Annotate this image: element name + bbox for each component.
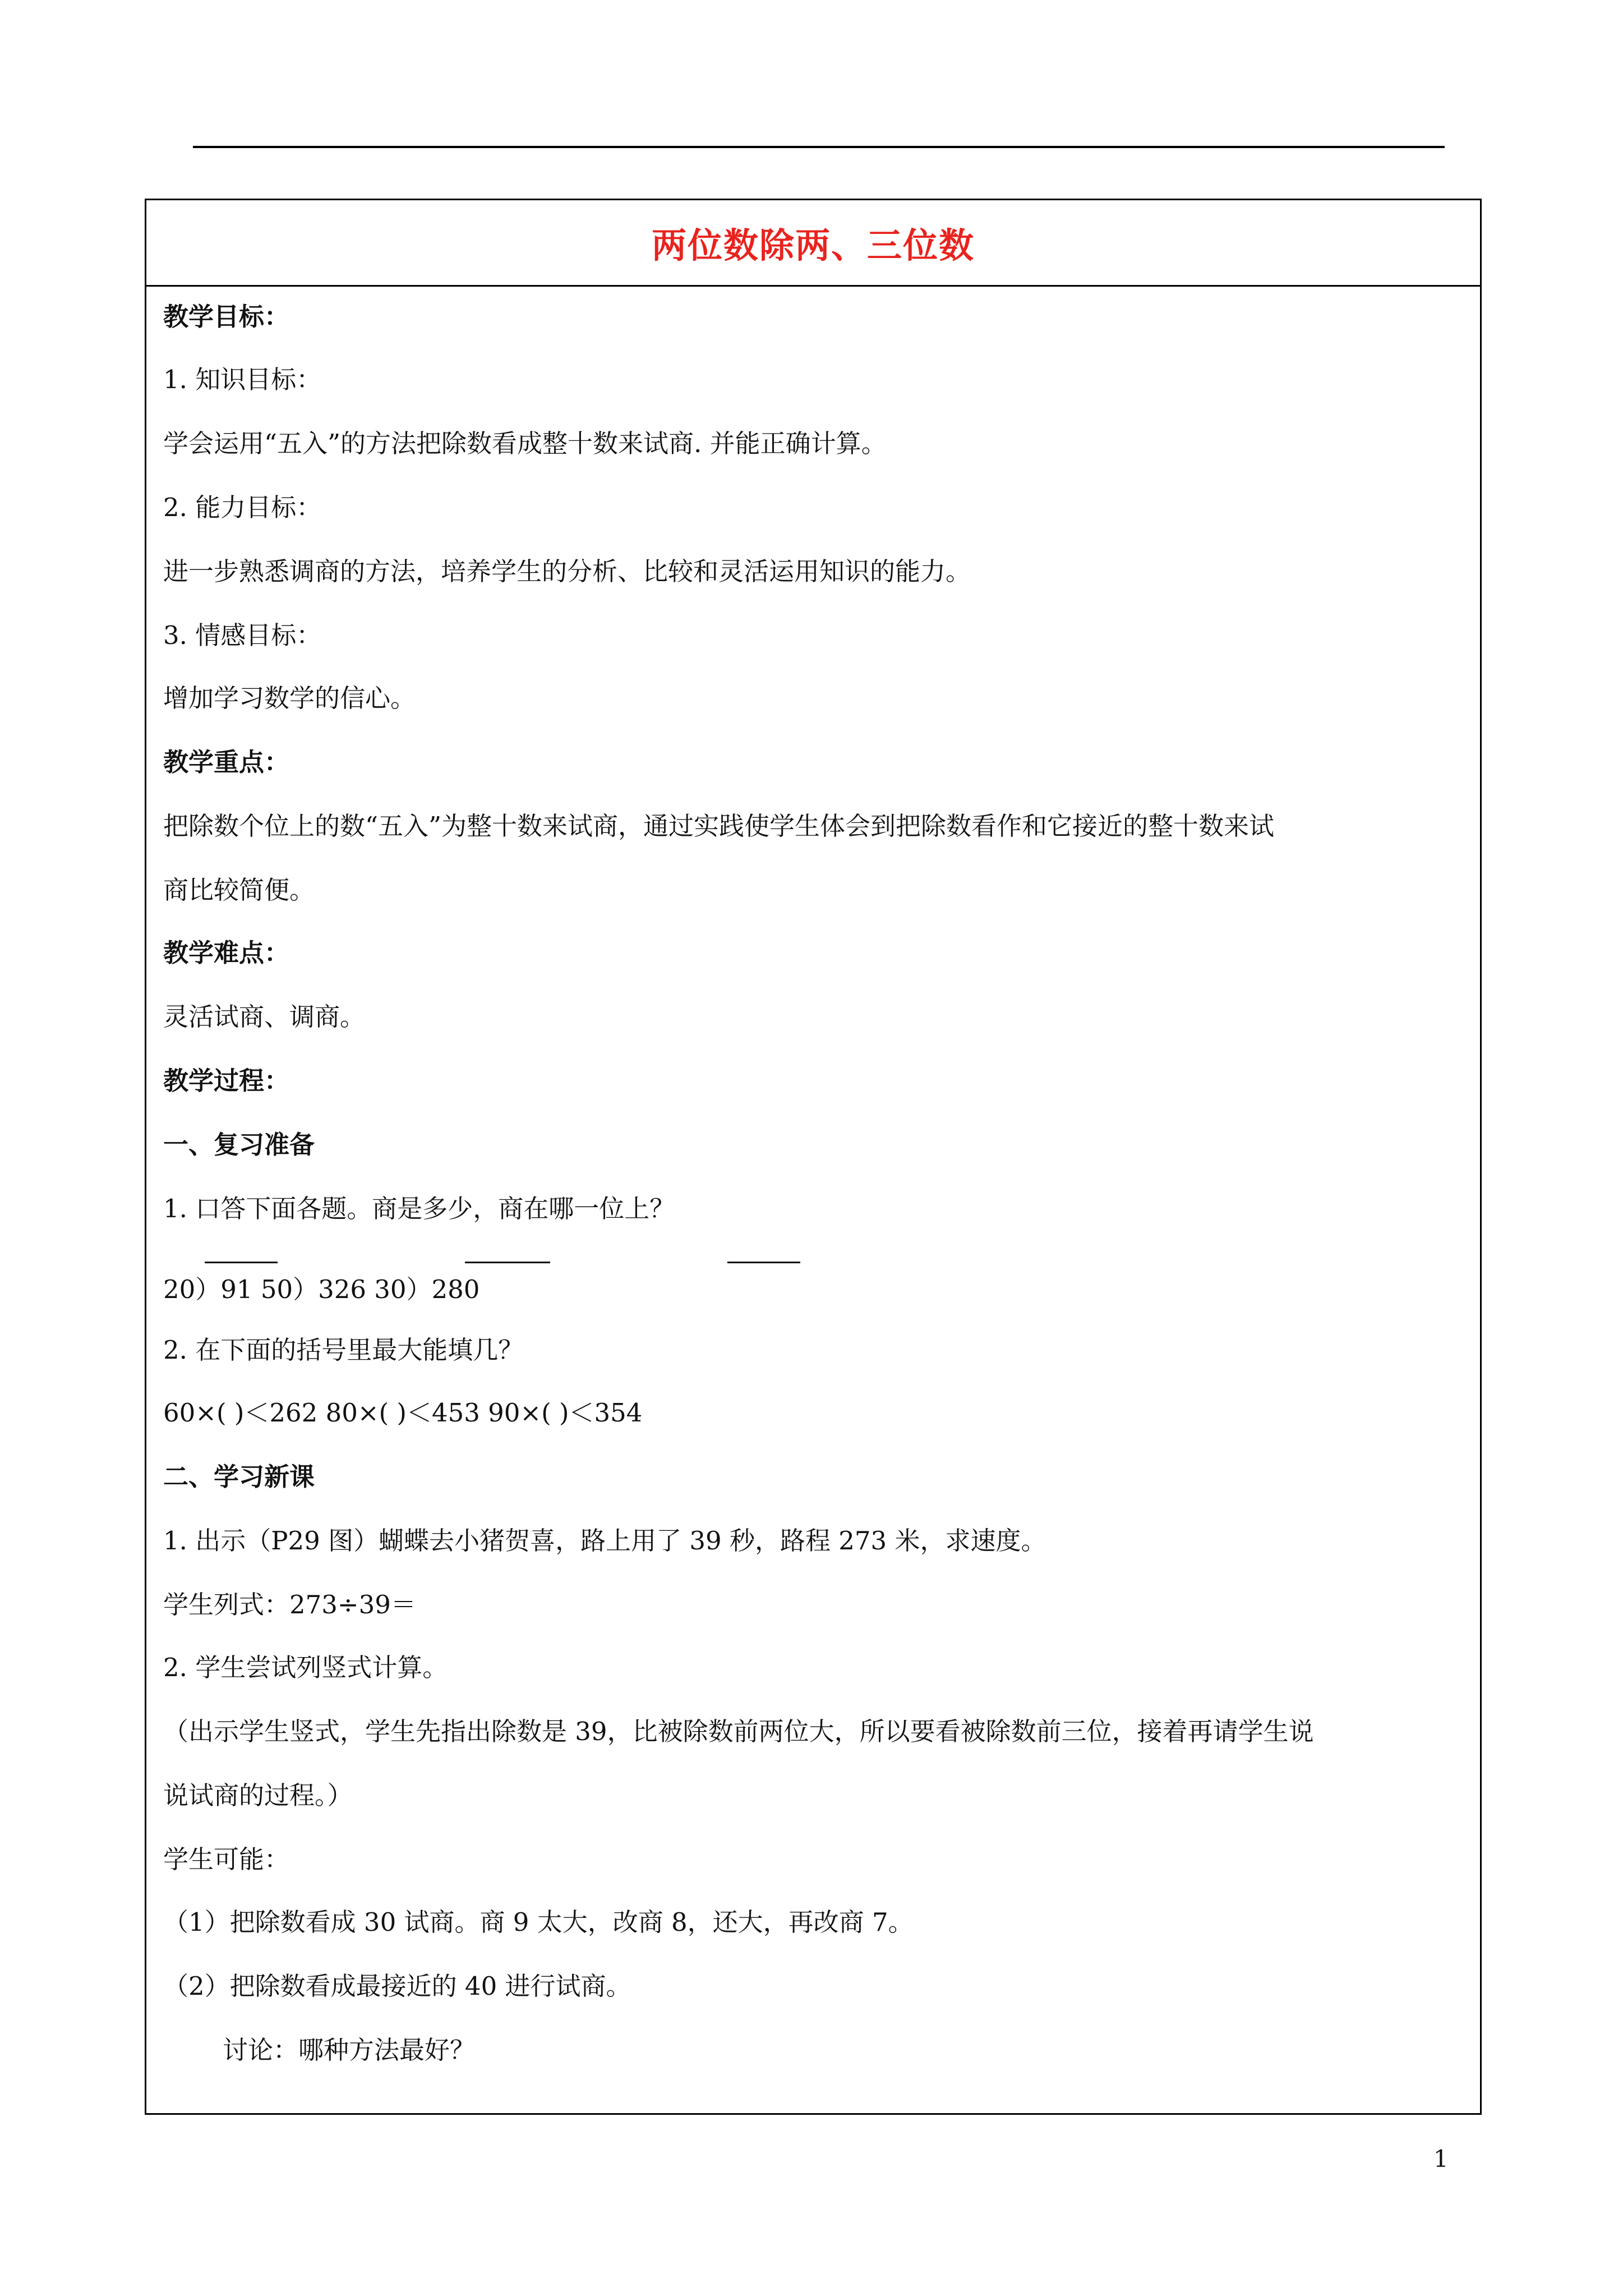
discussion-question: 讨论：哪种方法最好？ (223, 2035, 476, 2065)
possibility-1: （1）把除数看成 30 试商。商 9 太大，改商 8，还大，再改商 7。 (163, 1907, 914, 1937)
emotion-goal-label: 3. 情感目标： (163, 620, 322, 650)
difficulties-text: 灵活试商、调商。 (163, 1002, 366, 1032)
ability-goal-label: 2. 能力目标： (163, 493, 322, 522)
emotion-goal-text: 增加学习数学的信心。 (163, 683, 416, 713)
heading-key-points: 教学重点： (163, 747, 290, 777)
document-title: 两位数除两、三位数 (651, 225, 975, 266)
division-bar-2 (465, 1262, 550, 1263)
fill-in-blanks: 60×( )＜262 80×( )＜453 90×( )＜354 (163, 1398, 643, 1428)
division-bar-3 (727, 1262, 800, 1263)
section-review: 一、复习准备 (163, 1130, 315, 1159)
review-question-2: 2. 在下面的括号里最大能填几？ (163, 1335, 524, 1365)
heading-difficulties: 教学难点： (163, 938, 290, 968)
ability-goal-text: 进一步熟悉调商的方法，培养学生的分析、比较和灵活运用知识的能力。 (163, 556, 971, 586)
student-equation: 学生列式：273÷39＝ (163, 1590, 416, 1619)
possibility-2: （2）把除数看成最接近的 40 进行试商。 (163, 1971, 631, 2001)
key-points-text-2: 商比较简便。 (163, 875, 315, 905)
new-lesson-step-2: 2. 学生尝试列竖式计算。 (163, 1653, 448, 1682)
division-bar-1 (205, 1262, 278, 1263)
knowledge-goal-label: 1. 知识目标： (163, 365, 322, 394)
knowledge-goal-text: 学会运用“五入”的方法把除数看成整十数来试商. 并能正确计算。 (163, 429, 887, 458)
heading-teaching-process: 教学过程： (163, 1066, 290, 1096)
long-division-problems: 20）91 50）326 30）280 (163, 1274, 480, 1304)
review-question-1: 1. 口答下面各题。商是多少，商在哪一位上？ (163, 1194, 675, 1223)
new-lesson-step-1: 1. 出示（P29 图）蝴蝶去小猪贺喜，路上用了 39 秒，路程 273 米，求速度。 (163, 1526, 1046, 1556)
heading-teaching-goals: 教学目标： (163, 302, 290, 332)
page-number: 1 (1433, 2145, 1449, 2173)
header-rule (193, 146, 1445, 148)
vertical-calc-note-2: 说试商的过程。） (163, 1780, 353, 1810)
key-points-text-1: 把除数个位上的数“五入”为整十数来试商，通过实践使学生体会到把除数看作和它接近的整十数来试 (163, 811, 1275, 841)
title-cell (146, 200, 1480, 287)
student-possibilities-label: 学生可能： (163, 1844, 290, 1874)
vertical-calc-note-1: （出示学生竖式，学生先指出除数是 39，比被除数前两位大，所以要看被除数前三位，接着再请学生说 (163, 1717, 1314, 1746)
section-new-lesson: 二、学习新课 (163, 1462, 315, 1492)
lesson-plan-table (145, 199, 1482, 2115)
